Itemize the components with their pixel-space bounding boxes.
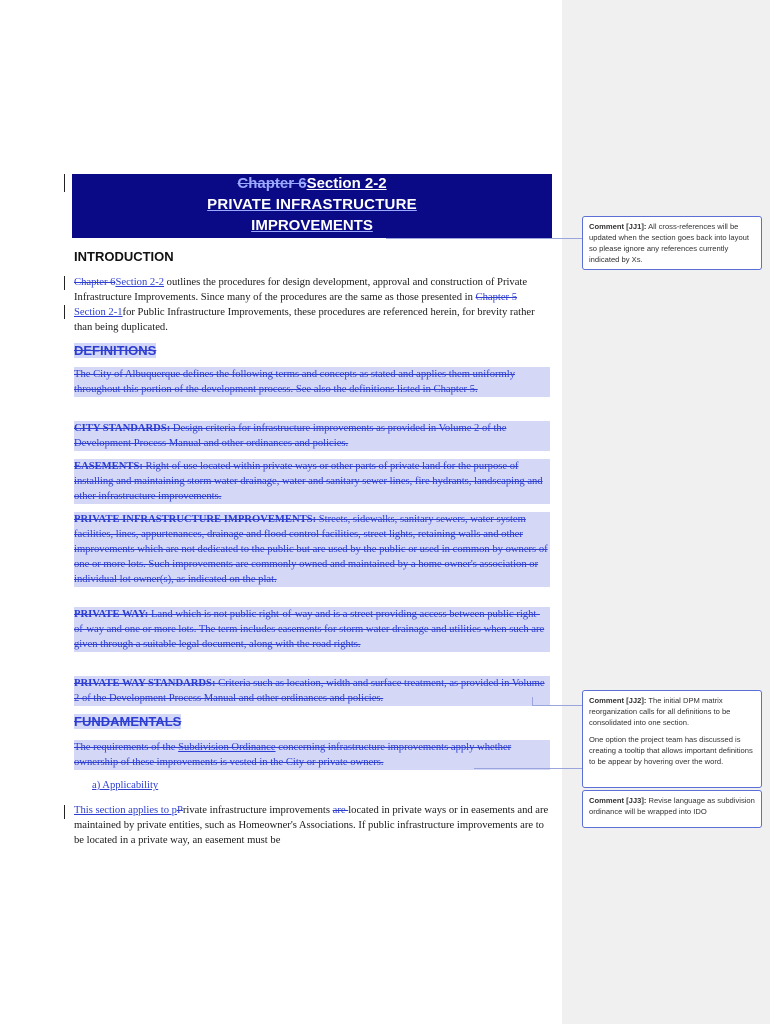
definitions-intro: The City of Albuquerque defines the following terms and concepts as stated and applies them uniformly throughout this portion of the development process. See also the definitions listed in Chapter 5. (74, 367, 550, 397)
definition-private-way: PRIVATE WAY: Land which is not public right-of-way and is a street providing access between public right-of-way and one or more lots. The term includes easements for storm water drainage and utilities when such are given through a suitable legal document, along with the road rights. (74, 607, 550, 652)
introduction-heading: INTRODUCTION (74, 249, 174, 264)
section-title-block (72, 174, 552, 238)
applicability-paragraph: This section applies to pPrivate infrastructure improvements are located in private ways or in easements and are maintained by private entities, such as Homeowner's Associations. If public infrastructure improvements are to be located in a private way, an easement must be (74, 805, 549, 846)
definition-city-standards: CITY STANDARDS: Design criteria for infrastructure improvements as provided in Volume 2 of the Development Process Manual and other ordinances and policies. (74, 421, 550, 451)
comment-leader-line (474, 768, 582, 769)
comment-jj3[interactable]: Comment [JJ3]: Revise language as subdivision ordinance will be wrapped into IDO (582, 790, 762, 828)
change-bar (64, 174, 65, 192)
comment-margin-pane (562, 0, 770, 1024)
section-title-line1 (72, 175, 552, 192)
title-section-inserted: Section 2-2 (306, 175, 387, 192)
introduction-paragraph: Chapter 6Section 2-2 outlines the procedures for design development, approval and construction of Private Infrastructure Improvements. Since many of the procedures are the same as those presented in Chapter 5 Section 2-1for Public Infrastructure Improvements, these procedures are referenced herein, for brevity rather than being duplicated. (74, 277, 535, 333)
comment-jj2[interactable]: Comment [JJ2]: The initial DPM matrix reorganization calls for all definitions to be consolidated into one section. One option the project team has discussed is creating a tooltip that allows important definitions to be appear by hovering over the word. (582, 690, 762, 788)
fundamentals-paragraph: The requirements of the Subdivision Ordinance concerning infrastructure improvements apply whether ownership of these improvements is vested in the City or private owners. (74, 740, 550, 770)
definition-easements: EASEMENTS: Right of use located within private ways or other parts of private land for the purpose of installing and maintaining storm water drainage, water and sanitary sewer lines, fire hydrants, landscaping and other infrastructure improvements. (74, 459, 550, 504)
comment-leader-line (532, 705, 582, 706)
section-title-line2: PRIVATE INFRASTRUCTURE (207, 196, 417, 213)
comment-leader-line (386, 238, 582, 239)
change-bar (64, 805, 65, 819)
definitions-heading: DEFINITIONS (74, 343, 157, 358)
comment-leader-line (532, 697, 533, 706)
applicability-subheading: a) Applicability (92, 780, 159, 791)
comment-jj1[interactable]: Comment [JJ1]: All cross-references will be updated when the section goes back into layout so please ignore any references currently indicated by Xs. (582, 216, 762, 270)
change-bar (64, 305, 65, 319)
definition-private-way-standards: PRIVATE WAY STANDARDS: Criteria such as location, width and surface treatment, as provided in Volume 2 of the Development Process Manual and other ordinances and policies. (74, 676, 550, 706)
section-title-line3: IMPROVEMENTS (251, 217, 373, 234)
title-chapter-deleted: Chapter 6 (237, 175, 307, 192)
fundamentals-heading: FUNDAMENTALS (74, 714, 182, 729)
definition-private-infrastructure-improvements: PRIVATE INFRASTRUCTURE IMPROVEMENTS: Streets, sidewalks, sanitary sewers, water system facilities, lines, appurtenances, drainage and flood control facilities, street lights, retaining walls and other improvements which are not dedicated to the public but are used by the public or used in common by owners of one or more lots. Such improvements are commonly owned and maintained by a home owner's association or individual lot owner(s), as indicated on the plat. (74, 512, 550, 587)
change-bar (64, 276, 65, 290)
